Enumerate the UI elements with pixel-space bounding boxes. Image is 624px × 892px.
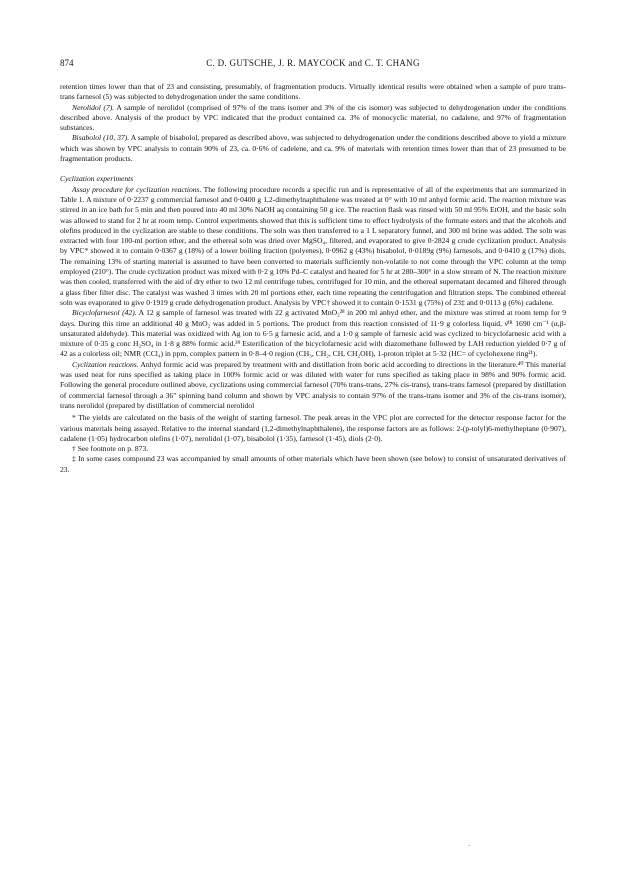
- run-in-heading: Nerolidol (7).: [72, 102, 115, 112]
- section-heading: Cyclization experiments: [60, 174, 134, 184]
- run-in-heading: Cyclization reactions.: [72, 359, 139, 369]
- paragraph-assay-procedure: [60, 185, 566, 309]
- paragraph-bicyclofarnesol: [60, 308, 566, 359]
- run-in-heading: Bisabolol (10, 37).: [72, 133, 130, 143]
- footnote-see-page: † See footnote on p. 873.: [72, 444, 149, 454]
- run-in-heading: Assay procedure for cyclization reactions.: [72, 184, 202, 194]
- paragraph-body: A sample of nerolidol (comprised of 97% of the trans isomer and 3% of the cis isomer) was subjected to dehydrogenation under the conditions described above. Analysis of the product by VPC indicated that the product contained ca. 3% of monocyclic material, no cadalene, and 97% of fragmentation substances.: [60, 102, 566, 133]
- paragraph-body: The following procedure records a specific run and is representative of all of the experiments that are summarized in Table 1. A mixture of 0·2237 g commercial farnesol and 0·0400 g 1,2-dimethylnaphthalene was treated at 0° with 10 ml anhyd formic acid. The reaction mixture was stirred in an ice bath for 5 min and then poured into 40 ml 30% NaOH aq containing 50 g ice. The reaction flask was rinsed with 50 ml 95% EtOH, and the basic soln was allowed to stand for 2 hr at room temp. Control experiments showed that this is sufficient time to effect hydrolysis of the formate esters and that the alcohols and olefins produced in the cyclization are stable to these conditions. The soln was then transferred to a 1 L separatory funnel, and 300 ml brine was added. The soln was extracted with four 100-ml portion ether, and the ethereal soln was dried over MgSO₄, filtered, and evaporated to give 0·2824 g crude cyclization product. Analysis by VPC* showed it to contain 0·0367 g (18%) of a lower boiling fraction (polyenes), 0·0962 g (43%) bisabolol, 0·0189g (9%) farnesols, and 0·0410 g (17%) diols. The remaining 13% of starting material is assumed to have been converted to materials sufficiently non-volatile to not come through the VPC column at the temp employed (210°). The crude cyclization product was mixed with 0·2 g 10% Pd–C catalyst and heated for 5 hr at 280–300° in a slow stream of N. The reaction mixture was then cooled, transferred with the aid of dry ether to two 12 ml centrifuge tubes, centrifuged for 10 min, and the ethereal supernatant decanted and filtered through a glass fiber filter disc. The catalyst was washed 3 times with 20 ml portions ether, each time repeating the centrifugation and filtration steps. The combined ethereal soln was evaporated to give 0·1919 g crude dehydrogenation product. Analysis by VPC† showed it to contain 0·1531 g (75%) of 23‡ and 0·0113 g (6%) cadalene.: [60, 184, 567, 307]
- paragraph-cyclization-reactions: [60, 360, 566, 411]
- paragraph-bisabolol: [60, 133, 566, 164]
- run-in-heading: Bicyclofarnesol (42).: [72, 308, 137, 318]
- paragraph-body: A sample of bisabolol, prepared as described above, was subjected to dehydrogenation under the conditions described above to yield a mixture which was shown by VPC analysis to contain 90% of 23, ca. 0·6% of cadelene, and ca. 9% of materials with retention times lower than that of 23 presumed to be fragmentation products.: [60, 133, 566, 164]
- footnotes: [60, 413, 566, 475]
- page-header: [60, 58, 566, 72]
- page-number: 874: [60, 58, 74, 68]
- paragraph-fragmentation: retention times lower than that of 23 and consisting, presumably, of fragmentation products. Virtually identical results were obtained when a sample of pure trans-trans farnesol (5) was subjected to dehydrogenation under the same conditions.: [60, 82, 566, 102]
- paragraph-nerolidol: [60, 103, 566, 134]
- footnote-compound-23: ‡ In some cases compound 23 was accompanied by small amounts of other materials which have been shown (see below) to consist of unsaturated derivatives of 23.: [60, 454, 566, 474]
- stray-mark: ·: [468, 842, 471, 850]
- running-head: C. D. GUTSCHE, J. R. MAYCOCK and C. T. CHANG: [206, 58, 420, 68]
- paragraph-body: A 12 g sample of farnesol was treated with 22 g activated MnO₂²⁸ in 200 ml anhyd ether, and the mixture was stirred at room temp for 9 days. During this time an additional 40 g MnO₂ was added in 5 portions. The product from this reaction consisted of 11·9 g colorless liquid, ν̄ᴵᴿ 1690 cm⁻¹ (α,β-unsaturated aldehyde). This material was oxidized with Ag ion to 6·5 g farnesic acid, and a 1·0 g sample of farnesic acid was cyclized to bicyclofarnesic acid with a mixture of 0·35 g conc H₂SO₄ in 1·8 g 88% formic acid.³⁹ Esterification of the bicyclofarnesic acid with diazomethane followed by LAH reduction yielded 0·7 g of 42 as a colorless oil; NMR (CCl₄) in ppm, complex pattern in 0·8–4·0 region (CH₃, CH₂, CH, CH₂OH), 1-proton triplet at 5·32 (HC= of cyclohexene ring²¹).: [60, 308, 566, 359]
- body-text: [60, 82, 566, 475]
- footnote-yields: * The yields are calculated on the basis of the weight of starting farnesol. The peak areas in the VPC plot are corrected for the detector response factor for the various materials being assayed. Relative to the internal standard (1,2-dimethylnaphthalene), the response factors are as follows: 2-(p-tolyl)6-methylheptane (0·907), cadalene (1·05) hydrocarbon olefins (1·07), nerolidol (1·07), bisabolol (1·35), farnesol (1·45), diols (2·0).: [60, 413, 566, 443]
- paragraph-body: Anhyd formic acid was prepared by treatment with and distillation from boric acid according to directions in the literature.⁴⁰ This material was used neat for runs specified as taking place in 100% formic acid or was diluted with water for runs specified as taking place in 98% and 90% formic acid. Following the general procedure outlined above, cyclizations using commercial farnesol (70% trans-trans, 27% cis-trans), trans-trans farnesol (prepared by distillation of commercial farnesol through a 36" spinning band column and shown by VPC analysis to contain 97% of the trans-trans isomer and 3% of the cis-trans isomer), trans nerolidol (prepared by distillation of commercial nerolidol: [60, 359, 567, 410]
